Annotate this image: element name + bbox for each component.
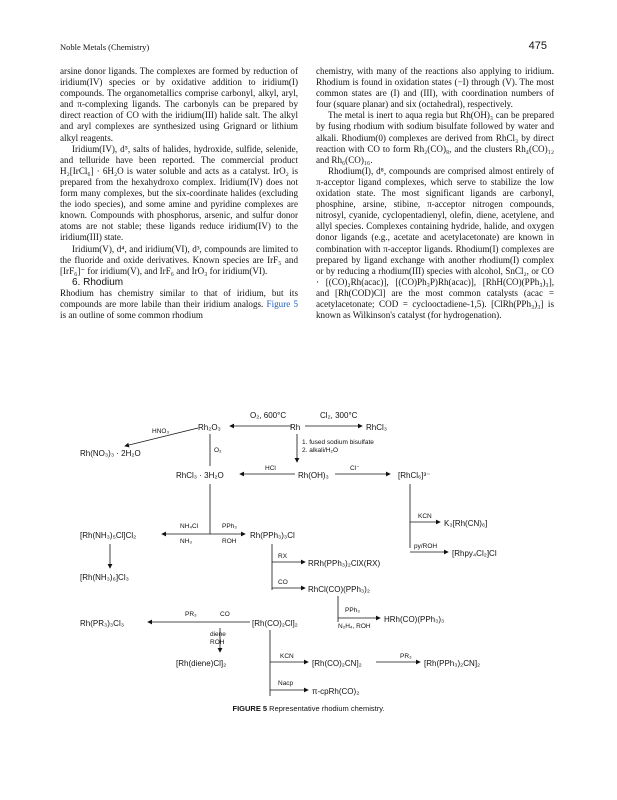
caption-label: FIGURE 5 bbox=[232, 704, 268, 713]
species-rhpph3cl: Rh(PPh₃)₃Cl bbox=[250, 531, 295, 540]
reagent-diene: diene bbox=[210, 631, 226, 638]
reagent-fused: 1. fused sodium bisulfate bbox=[302, 439, 374, 446]
right-column bbox=[316, 66, 554, 321]
species-rhco2cl2: [Rh(CO)₂Cl]₂ bbox=[252, 619, 298, 628]
page-number: 475 bbox=[528, 40, 547, 52]
paragraph: arsine donor ligands. The complexes are formed by reduction of iridium(IV) species or by oxidative addition to iridium(I) compounds. The organometallics comprise carbonyl, alkyl, aryl, and π-complexing ligands. The carbonyls can be prepared by direct reaction of CO with the iridium(III) halide salt. The alkyl and aryl complexes are synthesized using Grignard or lithium alkyl reagents. bbox=[60, 66, 298, 143]
species-rhcl3-top: RhCl₃ bbox=[366, 423, 388, 432]
reagent-nh4cl: NH₄Cl bbox=[180, 523, 199, 530]
reagent-rx: RX bbox=[278, 553, 288, 560]
figure-caption bbox=[0, 704, 617, 713]
paragraph bbox=[60, 288, 298, 321]
reagent-co2: CO bbox=[220, 611, 230, 618]
paragraph-text: Rhodium has chemistry similar to that of iridium, but its compounds are more labile than their iridium analogs. bbox=[60, 287, 298, 309]
reagent-o2: O₂ bbox=[214, 447, 222, 454]
reagent-kcn: KCN bbox=[418, 513, 432, 520]
reagent-alkali: 2. alkali/H₂O bbox=[302, 447, 339, 454]
species-rhdiene: [Rh(diene)Cl]₂ bbox=[176, 659, 227, 668]
reagent-n2h4: N₂H₄, ROH bbox=[338, 623, 371, 630]
paragraph: The metal is inert to aqua regia but Rh(OH)₃ can be prepared by fusing rhodium with sodium bisulfate followed by water and alkali. Rhodium(0) complexes are derived from RhCl₃ by direct reaction with CO to form Rh₂(CO)₈, and the clusters Rh₄(CO)₁₂ and Rh₆(CO)₁₆. bbox=[316, 110, 554, 165]
species-rhpy4: [Rhpy₄Cl₂]Cl bbox=[452, 549, 497, 558]
species-rhcl6: [RhCl₆]³⁻ bbox=[398, 471, 431, 480]
section-heading: 6. Rhodium bbox=[72, 276, 124, 288]
left-column bbox=[60, 66, 298, 321]
reagent-cl-minus: Cl⁻ bbox=[350, 465, 360, 472]
reagent-nacp: Nacp bbox=[278, 680, 294, 687]
reagent-hno3: HNO₃ bbox=[152, 428, 170, 435]
paragraph: chemistry, with many of the reactions also applying to iridium. Rhodium is found in oxidation states (−I) through (V). The most common states are (I) and (III), with coordination numbers of four (square planar) and six (octahedral), respectively. bbox=[316, 66, 554, 110]
reagent-pph3b: PPh₃ bbox=[345, 607, 360, 614]
reagent-kcn2: KCN bbox=[280, 653, 294, 660]
paragraph: Rhodium(I), d⁸, compounds are comprised almost entirely of π-acceptor ligand complexes, which serve to stabilize the low oxidation state. The most significant ligands are carbonyl, phosphine, arsine, stibine, π-acceptor nitrogen compounds, nitrosyl, cyanide, cyclopentadienyl, olefin, diene, acetylene, and allyl species. Complexes containing hydride, halide, and oxygen donor ligands (e.g., acetate and acetylacetonate) are known in combination with π-acceptor ligands. Rhodium(I) complexes are prepared by ligand exchange with another rhodium(I) complex or by reducing a rhodium(III) species with alcohol, SnCl₂, or CO · [(CO)₂Rh(acac)], [(CO)Ph₃P)Rh(acac)], [RhH(CO)(PPh₃)₃], and [Rh(COD)Cl] are the most common catalysts (acac = acetylacetonate; COD = cyclooctadiene-1,5). [ClRh(PPh₃)₃] is known as Wilkinson's catalyst (for hydrogenation). bbox=[316, 165, 554, 321]
species-rhcl3-hyd: RhCl₃ · 3H₂O bbox=[176, 471, 224, 480]
caption-text: Representative rhodium chemistry. bbox=[269, 704, 385, 713]
reagent-co: CO bbox=[278, 579, 288, 586]
reagent-nh3: NH₃ bbox=[180, 538, 193, 545]
species-cprh: π-cpRh(CO)₂ bbox=[312, 687, 360, 696]
reagent-pyroh: py/ROH bbox=[414, 543, 438, 550]
species-rhpr3: Rh(PR₃)₃Cl₃ bbox=[80, 619, 124, 628]
reagent-roh: ROH bbox=[222, 538, 237, 545]
running-header: Noble Metals (Chemistry) bbox=[60, 42, 150, 52]
paragraph-text: is an outline of some common rhodium bbox=[60, 310, 203, 321]
reagent-roh2: ROH bbox=[210, 639, 225, 646]
reagent-hcl: HCl bbox=[265, 465, 276, 472]
reagent-pr3: PR₃ bbox=[185, 611, 197, 618]
paragraph: Iridium(V), d⁴, and iridium(VI), d³, compounds are limited to the fluoride and oxide derivatives. Known species are IrF₅ and [IrF₆]⁻ for iridium(V), and IrF₆ and IrO₃ for iridium(VI). bbox=[60, 243, 298, 276]
species-hrhco: HRh(CO)(PPh₃)₃ bbox=[384, 615, 445, 624]
species-rrh: RRh(PPh₃)₂ClX(RX) bbox=[308, 559, 381, 568]
reagent-cl2-300: Cl₂, 300°C bbox=[320, 411, 358, 420]
species-k3rhcn6: K₃[Rh(CN)₆] bbox=[444, 519, 488, 528]
reaction-scheme-figure bbox=[80, 400, 540, 700]
species-rhclco: RhCl(CO)(PPh₃)₂ bbox=[308, 585, 370, 594]
species-rhpph3cn: [Rh(PPh₃)₂CN]₂ bbox=[424, 659, 481, 668]
species-rhoh3: Rh(OH)₃ bbox=[298, 471, 329, 480]
species-rh: Rh bbox=[290, 423, 301, 432]
species-rhco2cn: [Rh(CO)₂CN]₂ bbox=[312, 659, 362, 668]
species-rhnh3-cl3: [Rh(NH₃)₆]Cl₃ bbox=[80, 573, 129, 582]
reagent-pph3: PPh₃ bbox=[222, 523, 237, 530]
reagent-o2-600: O₂, 600°C bbox=[250, 411, 287, 420]
figure-link[interactable]: Figure 5 bbox=[266, 298, 298, 309]
species-rh2o3: Rh₂O₃ bbox=[198, 423, 221, 432]
species-rhno3: Rh(NO₃)₃ · 2H₂O bbox=[80, 449, 141, 458]
paragraph: Iridium(IV), d⁵, salts of halides, hydroxide, sulfide, selenide, and telluride have been reported. The commercial product H₂[IrCl₆] · 6H₂O is water soluble and acts as a catalyst. IrO₂ is prepared from the hexahydroxo complex. Iridium(IV) does not form many complexes, but the six-coordinate halides (excluding the iodo species), and some amine and pyridine complexes are known. Compounds with phosphorus, arsenic, and sulfur donor atoms are not stable; these ligands reduce iridium(IV) to the iridium(III) state. bbox=[60, 143, 298, 243]
species-rhnh3-cl2: [Rh(NH₃)₅Cl]Cl₂ bbox=[80, 531, 137, 540]
reagent-pr3b: PR₃ bbox=[400, 653, 412, 660]
